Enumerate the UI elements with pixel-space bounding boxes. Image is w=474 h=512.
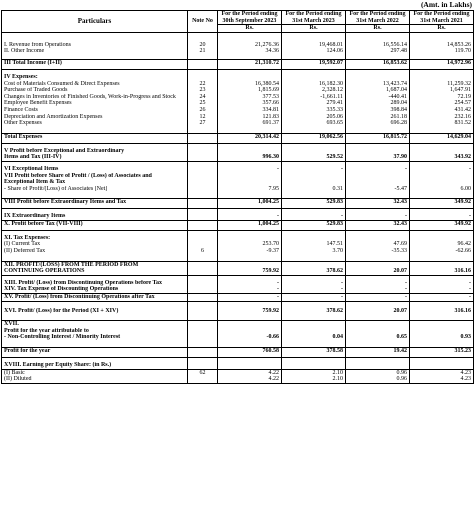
row-label: Profit for the year <box>2 348 188 358</box>
note-no-cell <box>188 376 218 383</box>
amount-cell: -35.33 <box>346 248 410 255</box>
amount-cell <box>346 321 410 328</box>
row-label: (II) Deferred Tax <box>2 248 188 255</box>
amount-cell: 378.58 <box>282 348 346 358</box>
amount-cell: 147.51 <box>282 241 346 248</box>
amount-cell: 121.83 <box>218 114 282 121</box>
note-no-cell <box>188 32 218 42</box>
row-label: VI Exceptional Items <box>2 166 188 173</box>
amount-cell: 289.04 <box>346 100 410 107</box>
row-label: I. Revenue from Operations <box>2 42 188 49</box>
amount-cell: 72.19 <box>410 94 474 101</box>
amount-cell: 19,468.01 <box>282 42 346 49</box>
note-no-cell <box>188 59 218 69</box>
row-label: (I) Basic <box>2 369 188 376</box>
row-label: - Non-Controlling Interest / Minority Interest <box>2 334 188 341</box>
table-row <box>2 286 474 293</box>
amount-cell: -5.47 <box>346 186 410 193</box>
currency-header: Rs. <box>218 25 282 33</box>
amount-cell: - <box>410 280 474 287</box>
amount-cell: 529.83 <box>282 220 346 230</box>
amount-cell: 14,629.04 <box>410 133 474 143</box>
row-label: XVII. <box>2 321 188 328</box>
note-no-cell: 25 <box>188 100 218 107</box>
row-label: XII. PROFIT/(LOSS) FROM THE PERIOD FROM <box>2 261 188 268</box>
table-row <box>2 241 474 248</box>
amount-cell <box>410 362 474 369</box>
amount-cell: - <box>346 166 410 173</box>
amount-cell: - <box>410 294 474 302</box>
amount-cell: 0.96 <box>346 376 410 383</box>
row-label: Depreciation and Amortization Expenses <box>2 114 188 121</box>
amount-cell: 1,004.25 <box>218 220 282 230</box>
amount-cell: 759.92 <box>218 268 282 275</box>
row-label: CONTINUING OPERATIONS <box>2 268 188 275</box>
amount-cell <box>410 235 474 242</box>
amount-cell: 996.30 <box>218 154 282 161</box>
currency-header: Rs. <box>282 25 346 33</box>
amount-cell: 32.43 <box>346 220 410 230</box>
table-row <box>2 376 474 383</box>
amount-cell: 831.52 <box>410 120 474 127</box>
table-row <box>2 369 474 376</box>
note-no-cell <box>188 334 218 341</box>
header-row <box>2 11 474 25</box>
table-row <box>2 328 474 335</box>
amount-cell: 696.28 <box>346 120 410 127</box>
amount-cell: 205.06 <box>282 114 346 121</box>
row-label: VII Profit before Share of Profit / (Loss) of Associates and <box>2 173 188 180</box>
amount-cell <box>282 173 346 180</box>
table-row <box>2 321 474 328</box>
amount-cell: - <box>410 213 474 220</box>
amount-cell: 16,380.54 <box>218 81 282 88</box>
note-no-cell <box>188 199 218 209</box>
amount-cell: 19,592.07 <box>282 59 346 69</box>
amount-cell: - <box>346 213 410 220</box>
amount-cell: 398.84 <box>346 107 410 114</box>
amount-cell: 0.93 <box>410 334 474 341</box>
note-no-cell <box>188 348 218 358</box>
note-no-cell <box>188 308 218 315</box>
amount-cell: 529.52 <box>282 154 346 161</box>
amount-cell <box>410 321 474 328</box>
table-row <box>2 261 474 268</box>
amount-cell: 20,314.42 <box>218 133 282 143</box>
note-no-cell: 12 <box>188 114 218 121</box>
amount-cell: - <box>282 213 346 220</box>
amount-cell: 21,276.36 <box>218 42 282 49</box>
row-label: Finance Costs <box>2 107 188 114</box>
note-no-cell <box>188 362 218 369</box>
row-label: V Profit before Exceptional and Extraordinary <box>2 148 188 155</box>
amount-cell: 119.70 <box>410 48 474 55</box>
amount-cell: 14,853.26 <box>410 42 474 49</box>
table-row <box>2 362 474 369</box>
table-row <box>2 348 474 358</box>
table-row <box>2 114 474 121</box>
note-no-cell <box>188 74 218 81</box>
amount-cell <box>346 179 410 186</box>
table-row <box>2 199 474 209</box>
row-label: XV. Profit/ (Loss) from Discontinuing Operations after Tax <box>2 294 188 302</box>
amount-cell <box>218 32 282 42</box>
note-no-cell <box>188 166 218 173</box>
amount-cell: 335.33 <box>282 107 346 114</box>
amount-cell: 11,259.32 <box>410 81 474 88</box>
amount-cell: 3.70 <box>282 248 346 255</box>
amount-cell: 4.22 <box>218 376 282 383</box>
amount-cell: 96.42 <box>410 241 474 248</box>
row-label: VIII Profit before Extraordinary Items and Tax <box>2 199 188 209</box>
table-row <box>2 235 474 242</box>
amount-cell <box>346 32 410 42</box>
note-no-cell: 21 <box>188 48 218 55</box>
amount-cell: - <box>218 166 282 173</box>
amount-cell: 316.16 <box>410 268 474 275</box>
amount-cell: - <box>346 294 410 302</box>
row-label: XIV. Tax Expense of Discounting Operations <box>2 286 188 293</box>
amount-cell: - <box>282 294 346 302</box>
note-no-cell <box>188 286 218 293</box>
amount-cell: 232.16 <box>410 114 474 121</box>
amount-cell: - <box>282 280 346 287</box>
amount-cell: 14,972.96 <box>410 59 474 69</box>
note-no-cell <box>188 154 218 161</box>
amount-cell: 4.23 <box>410 376 474 383</box>
amount-cell: 16,815.72 <box>346 133 410 143</box>
note-no-cell <box>188 321 218 328</box>
amount-cell: 279.41 <box>282 100 346 107</box>
row-label: - Share of Profit/(Loss) of Associates [Net] <box>2 186 188 193</box>
table-row <box>2 173 474 180</box>
amount-cell <box>282 261 346 268</box>
amount-cell: 691.37 <box>218 120 282 127</box>
table-row <box>2 100 474 107</box>
amount-cell: 378.62 <box>282 308 346 315</box>
period-header: For the Period ending 30th September 2023 <box>218 11 282 25</box>
row-label: (I) Current Tax <box>2 241 188 248</box>
table-row <box>2 87 474 94</box>
row-label: XIII. Profit/ (Loss) from Discontinuing Operations before Tax <box>2 280 188 287</box>
note-no-cell: 27 <box>188 120 218 127</box>
amount-cell: 261.18 <box>346 114 410 121</box>
note-no-cell: 24 <box>188 94 218 101</box>
amount-cell <box>410 32 474 42</box>
amount-cell: -0.66 <box>218 334 282 341</box>
note-no-cell: 23 <box>188 87 218 94</box>
note-no-cell <box>188 268 218 275</box>
amount-cell: 13,423.74 <box>346 81 410 88</box>
table-row <box>2 280 474 287</box>
amount-cell: 19.42 <box>346 348 410 358</box>
table-row <box>2 48 474 55</box>
amount-cell: 760.58 <box>218 348 282 358</box>
note-no-cell <box>188 133 218 143</box>
amount-cell: 32.43 <box>346 199 410 209</box>
amount-cell <box>282 179 346 186</box>
amount-cell: 2,328.12 <box>282 87 346 94</box>
amount-cell: - <box>410 286 474 293</box>
table-row <box>2 120 474 127</box>
row-label: Items and Tax (III-IV) <box>2 154 188 161</box>
note-no-cell <box>188 328 218 335</box>
note-no-cell <box>188 294 218 302</box>
table-row <box>2 268 474 275</box>
amount-cell <box>218 235 282 242</box>
amount-cell: - <box>346 286 410 293</box>
amount-cell <box>282 321 346 328</box>
note-no-cell <box>188 241 218 248</box>
amount-cell: 124.06 <box>282 48 346 55</box>
amount-cell <box>218 173 282 180</box>
note-no-cell: 22 <box>188 81 218 88</box>
table-row <box>2 220 474 230</box>
table-row <box>2 308 474 315</box>
table-row <box>2 59 474 69</box>
amount-cell <box>218 148 282 155</box>
amount-cell: 47.69 <box>346 241 410 248</box>
amount-unit-note: (Amt. in Lakhs) <box>420 0 472 9</box>
table-row <box>2 154 474 161</box>
amount-cell <box>218 261 282 268</box>
table-row <box>2 74 474 81</box>
row-label: Employee Benefit Expenses <box>2 100 188 107</box>
row-label: II. Other Income <box>2 48 188 55</box>
amount-cell: 21,310.72 <box>218 59 282 69</box>
amount-cell <box>282 148 346 155</box>
amount-cell: 254.57 <box>410 100 474 107</box>
amount-cell: 0.65 <box>346 334 410 341</box>
amount-cell <box>282 362 346 369</box>
amount-cell: - <box>218 294 282 302</box>
amount-cell <box>346 173 410 180</box>
amount-cell: 529.83 <box>282 199 346 209</box>
note-no-cell <box>188 235 218 242</box>
row-label <box>2 32 188 42</box>
note-no-cell <box>188 213 218 220</box>
note-no-cell: 26 <box>188 107 218 114</box>
amount-cell: 20.07 <box>346 268 410 275</box>
table-row <box>2 294 474 302</box>
amount-cell: 349.92 <box>410 220 474 230</box>
note-no-header: Note No <box>188 11 218 33</box>
amount-cell: -62.66 <box>410 248 474 255</box>
statement-body <box>2 32 474 383</box>
row-label: Exceptional Item & Tax <box>2 179 188 186</box>
amount-cell: 2.10 <box>282 376 346 383</box>
amount-cell <box>410 328 474 335</box>
note-no-cell <box>188 179 218 186</box>
amount-cell: - <box>282 166 346 173</box>
amount-cell: -1,661.11 <box>282 94 346 101</box>
amount-cell: 377.53 <box>218 94 282 101</box>
amount-cell: 357.66 <box>218 100 282 107</box>
row-label: Changes in Inventories of Finished Goods, Work-in-Progress and Stock <box>2 94 188 101</box>
amount-cell <box>218 74 282 81</box>
amount-cell <box>410 173 474 180</box>
table-row <box>2 148 474 155</box>
row-label: XVIII. Earning per Equity Share: (in Rs.) <box>2 362 188 369</box>
amount-cell: 34.36 <box>218 48 282 55</box>
table-row <box>2 248 474 255</box>
row-label: Total Expenses <box>2 133 188 143</box>
amount-cell: 37.90 <box>346 154 410 161</box>
amount-cell <box>346 235 410 242</box>
amount-cell <box>346 328 410 335</box>
amount-cell <box>410 148 474 155</box>
row-label: (II) Diluted <box>2 376 188 383</box>
amount-cell: 343.92 <box>410 154 474 161</box>
row-label: Profit for the year attributable to <box>2 328 188 335</box>
amount-cell <box>346 261 410 268</box>
amount-cell <box>218 179 282 186</box>
amount-cell <box>346 74 410 81</box>
amount-cell <box>282 235 346 242</box>
amount-cell: -9.37 <box>218 248 282 255</box>
table-row <box>2 42 474 49</box>
period-header: For the Period ending 31st March 2021 <box>410 11 474 25</box>
row-label: IV Expenses: <box>2 74 188 81</box>
amount-cell <box>282 74 346 81</box>
amount-cell: 1,687.04 <box>346 87 410 94</box>
amount-cell: 1,004.25 <box>218 199 282 209</box>
table-row <box>2 213 474 220</box>
amount-cell: 7.95 <box>218 186 282 193</box>
amount-cell: - <box>218 286 282 293</box>
particulars-header: Particulars <box>2 11 188 33</box>
note-no-cell <box>188 173 218 180</box>
table-row <box>2 107 474 114</box>
amount-cell: - <box>218 280 282 287</box>
amount-cell: - <box>218 213 282 220</box>
amount-cell: 378.62 <box>282 268 346 275</box>
row-label: Purchase of Traded Goods <box>2 87 188 94</box>
amount-cell: 6.00 <box>410 186 474 193</box>
table-row <box>2 166 474 173</box>
amount-cell <box>218 321 282 328</box>
amount-cell: 297.48 <box>346 48 410 55</box>
currency-header: Rs. <box>346 25 410 33</box>
table-row <box>2 186 474 193</box>
row-label: Cost of Materials Consumed & Direct Expenses <box>2 81 188 88</box>
amount-cell: 19,062.56 <box>282 133 346 143</box>
table-row <box>2 94 474 101</box>
row-label: X. Profit before Tax (VII-VIII) <box>2 220 188 230</box>
amount-cell: 1,647.91 <box>410 87 474 94</box>
amount-cell <box>218 328 282 335</box>
amount-cell <box>346 362 410 369</box>
note-no-cell: 6 <box>188 248 218 255</box>
row-label: XVI. Profit/ (Loss) for the Period (XI + XIV) <box>2 308 188 315</box>
amount-cell: 431.42 <box>410 107 474 114</box>
amount-cell: 0.31 <box>282 186 346 193</box>
amount-cell: - <box>282 286 346 293</box>
amount-cell: 253.70 <box>218 241 282 248</box>
amount-cell <box>218 362 282 369</box>
note-no-cell <box>188 220 218 230</box>
amount-cell <box>410 179 474 186</box>
amount-cell: 0.04 <box>282 334 346 341</box>
table-row <box>2 32 474 42</box>
amount-cell <box>410 74 474 81</box>
amount-cell <box>410 261 474 268</box>
amount-cell <box>282 328 346 335</box>
amount-cell: 349.92 <box>410 199 474 209</box>
amount-cell: 315.23 <box>410 348 474 358</box>
amount-cell: 2.10 <box>282 369 346 376</box>
note-no-cell: 20 <box>188 42 218 49</box>
table-row <box>2 81 474 88</box>
amount-cell: 759.92 <box>218 308 282 315</box>
amount-cell: -440.41 <box>346 94 410 101</box>
period-header: For the Period ending 31st March 2022 <box>346 11 410 25</box>
amount-cell: 4.22 <box>218 369 282 376</box>
amount-cell: 4.23 <box>410 369 474 376</box>
row-label: XI. Tax Expenses: <box>2 235 188 242</box>
amount-cell: - <box>410 166 474 173</box>
amount-cell: 16,853.62 <box>346 59 410 69</box>
amount-cell: 1,815.69 <box>218 87 282 94</box>
row-label: III Total Income (I+II) <box>2 59 188 69</box>
table-row <box>2 334 474 341</box>
profit-loss-statement-table <box>1 10 474 384</box>
amount-cell: - <box>346 280 410 287</box>
amount-cell: 16,182.30 <box>282 81 346 88</box>
row-label: IX Extraordinary Items <box>2 213 188 220</box>
amount-cell <box>346 148 410 155</box>
note-no-cell <box>188 280 218 287</box>
currency-header: Rs. <box>410 25 474 33</box>
amount-cell: 334.81 <box>218 107 282 114</box>
amount-cell: 16,556.14 <box>346 42 410 49</box>
table-row <box>2 179 474 186</box>
note-no-cell <box>188 186 218 193</box>
row-label: Other Expenses <box>2 120 188 127</box>
amount-cell <box>282 32 346 42</box>
note-no-cell <box>188 148 218 155</box>
amount-cell: 0.96 <box>346 369 410 376</box>
note-no-cell: 62 <box>188 369 218 376</box>
amount-cell: 693.65 <box>282 120 346 127</box>
amount-cell: 20.07 <box>346 308 410 315</box>
amount-cell: 316.16 <box>410 308 474 315</box>
note-no-cell <box>188 261 218 268</box>
period-header: For the Period ending 31st March 2023 <box>282 11 346 25</box>
table-row <box>2 133 474 143</box>
